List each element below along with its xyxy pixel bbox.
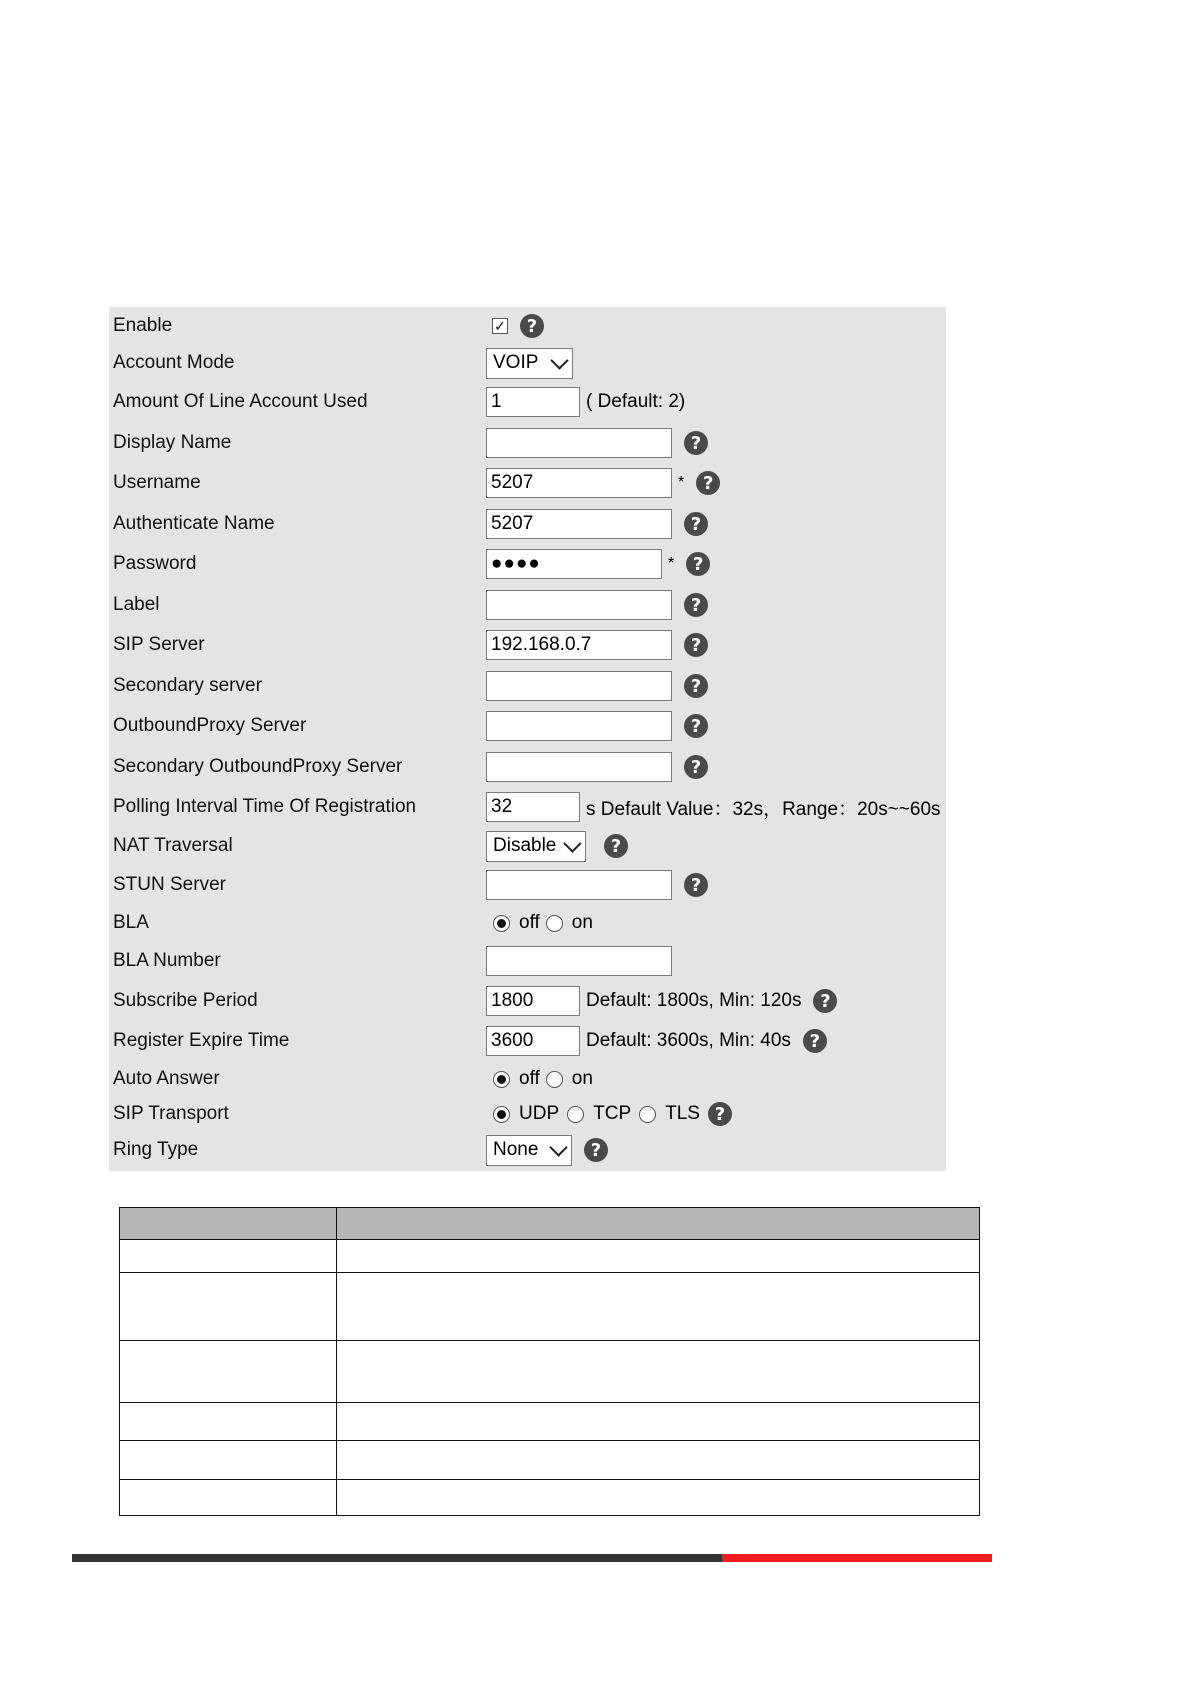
row-secondary-server <box>109 667 946 705</box>
auto-answer-off-radio[interactable] <box>493 1071 510 1088</box>
nat-traversal-label: NAT Traversal <box>113 835 233 856</box>
help-icon[interactable]: ? <box>686 552 710 576</box>
sip-server-input[interactable] <box>486 630 672 660</box>
table-cell <box>337 1480 980 1516</box>
stun-server-input[interactable] <box>486 870 672 900</box>
polling-interval-input[interactable] <box>486 792 580 822</box>
footer-bar <box>72 1554 992 1562</box>
ring-type-value: None <box>493 1139 539 1160</box>
line-account-note: ( Default: 2) <box>586 391 686 412</box>
help-icon[interactable]: ? <box>696 471 720 495</box>
row-register-expire <box>109 1022 946 1060</box>
transport-tcp-radio[interactable] <box>567 1106 584 1123</box>
help-icon[interactable]: ? <box>684 633 708 657</box>
polling-interval-label: Polling Interval Time Of Registration <box>113 796 417 817</box>
required-mark: * <box>678 474 685 491</box>
row-stun-server <box>109 866 946 904</box>
help-icon[interactable]: ? <box>684 755 708 779</box>
secondary-server-label: Secondary server <box>113 675 262 696</box>
chevron-down-icon <box>564 834 582 852</box>
description-table <box>119 1207 980 1516</box>
bla-label: BLA <box>113 912 149 933</box>
table-row <box>120 1480 980 1516</box>
table-cell <box>120 1240 337 1273</box>
help-icon[interactable]: ? <box>708 1102 732 1126</box>
polling-interval-note: s Default Value：32s，Range：20s~~60s <box>586 798 941 820</box>
subscribe-period-input[interactable] <box>486 986 580 1016</box>
table-cell <box>337 1240 980 1273</box>
subscribe-period-label: Subscribe Period <box>113 990 258 1011</box>
row-sip-server <box>109 626 946 664</box>
help-icon[interactable]: ? <box>584 1138 608 1162</box>
table-row <box>120 1341 980 1403</box>
help-icon[interactable]: ? <box>684 431 708 455</box>
table-cell <box>120 1341 337 1403</box>
subscribe-period-note: Default: 1800s, Min: 120s <box>586 990 802 1011</box>
table-cell <box>337 1273 980 1341</box>
table-row <box>120 1240 980 1273</box>
outbound-proxy-input[interactable] <box>486 711 672 741</box>
row-auth-name <box>109 505 946 543</box>
row-enable <box>109 307 946 345</box>
table-header-cell <box>337 1208 980 1240</box>
table-header-cell <box>120 1208 337 1240</box>
register-expire-label: Register Expire Time <box>113 1030 290 1051</box>
table-header-row <box>120 1208 980 1240</box>
transport-udp-label: UDP <box>519 1103 560 1124</box>
password-input[interactable] <box>486 549 662 579</box>
table-cell <box>337 1341 980 1403</box>
required-mark: * <box>668 555 675 572</box>
auto-answer-label: Auto Answer <box>113 1068 220 1089</box>
table-cell <box>120 1403 337 1441</box>
table-cell <box>337 1403 980 1441</box>
ring-type-label: Ring Type <box>113 1139 199 1160</box>
help-icon[interactable]: ? <box>520 314 544 338</box>
username-label: Username <box>113 472 201 493</box>
auto-answer-off-label: off <box>519 1068 540 1089</box>
line-account-input[interactable] <box>486 387 580 417</box>
help-icon[interactable]: ? <box>684 714 708 738</box>
row-bla-number <box>109 942 946 980</box>
row-line-account <box>109 383 946 421</box>
password-label: Password <box>113 553 197 574</box>
footer-bar-dark <box>72 1554 722 1562</box>
row-bla <box>109 904 946 942</box>
register-expire-note: Default: 3600s, Min: 40s <box>586 1030 791 1051</box>
help-icon[interactable]: ? <box>813 989 837 1013</box>
transport-udp-radio[interactable] <box>493 1106 510 1123</box>
secondary-outbound-proxy-input[interactable] <box>486 752 672 782</box>
table-row <box>120 1441 980 1480</box>
row-display-name <box>109 424 946 462</box>
outbound-proxy-label: OutboundProxy Server <box>113 715 307 736</box>
help-icon[interactable]: ? <box>684 593 708 617</box>
auth-name-label: Authenticate Name <box>113 513 275 534</box>
table-cell <box>337 1441 980 1480</box>
account-mode-label: Account Mode <box>113 352 235 373</box>
chevron-down-icon <box>549 1138 567 1156</box>
stun-server-label: STUN Server <box>113 874 226 895</box>
table-row <box>120 1403 980 1441</box>
row-label <box>109 586 946 624</box>
help-icon[interactable]: ? <box>684 873 708 897</box>
display-name-input[interactable] <box>486 428 672 458</box>
bla-number-label: BLA Number <box>113 950 221 971</box>
row-nat-traversal <box>109 827 946 865</box>
row-auto-answer <box>109 1060 946 1098</box>
row-ring-type <box>109 1131 946 1169</box>
row-secondary-outbound-proxy <box>109 748 946 786</box>
label-input[interactable] <box>486 590 672 620</box>
footer-bar-red <box>722 1554 992 1562</box>
chevron-down-icon <box>550 351 568 369</box>
auth-name-input[interactable] <box>486 509 672 539</box>
auto-answer-on-label: on <box>571 1068 593 1089</box>
sip-transport-label: SIP Transport <box>113 1103 229 1124</box>
help-icon[interactable]: ? <box>803 1029 827 1053</box>
bla-off-radio[interactable] <box>493 915 510 932</box>
auto-answer-on-radio[interactable] <box>546 1071 563 1088</box>
table-row <box>120 1273 980 1341</box>
transport-tls-label: TLS <box>665 1103 700 1124</box>
table-cell <box>120 1273 337 1341</box>
nat-traversal-value: Disable <box>493 835 557 856</box>
table-cell <box>120 1480 337 1516</box>
row-password <box>109 545 946 583</box>
nat-traversal-select[interactable] <box>486 831 586 862</box>
row-outbound-proxy <box>109 707 946 745</box>
help-icon[interactable]: ? <box>604 834 628 858</box>
enable-checkbox[interactable]: ✓ <box>492 318 508 334</box>
bla-off-label: off <box>519 912 540 933</box>
register-expire-input[interactable] <box>486 1026 580 1056</box>
display-name-label: Display Name <box>113 432 232 453</box>
transport-tcp-label: TCP <box>593 1103 632 1124</box>
bla-on-label: on <box>571 912 593 933</box>
bla-number-input[interactable] <box>486 946 672 976</box>
row-polling-interval <box>109 788 946 826</box>
account-mode-select[interactable] <box>486 348 573 379</box>
table-cell <box>120 1441 337 1480</box>
account-mode-value: VOIP <box>493 352 539 373</box>
sip-server-label: SIP Server <box>113 634 205 655</box>
sip-account-settings-panel <box>109 307 946 1171</box>
ring-type-select[interactable] <box>486 1135 572 1166</box>
username-input[interactable] <box>486 468 672 498</box>
row-subscribe-period <box>109 982 946 1020</box>
transport-tls-radio[interactable] <box>639 1106 656 1123</box>
line-account-label: Amount Of Line Account Used <box>113 391 368 412</box>
help-icon[interactable]: ? <box>684 512 708 536</box>
enable-label: Enable <box>113 315 173 336</box>
label-label: Label <box>113 594 160 615</box>
row-account-mode <box>109 344 946 382</box>
bla-on-radio[interactable] <box>546 915 563 932</box>
secondary-outbound-proxy-label: Secondary OutboundProxy Server <box>113 756 403 777</box>
help-icon[interactable]: ? <box>684 674 708 698</box>
secondary-server-input[interactable] <box>486 671 672 701</box>
row-username <box>109 464 946 502</box>
row-sip-transport <box>109 1095 946 1133</box>
